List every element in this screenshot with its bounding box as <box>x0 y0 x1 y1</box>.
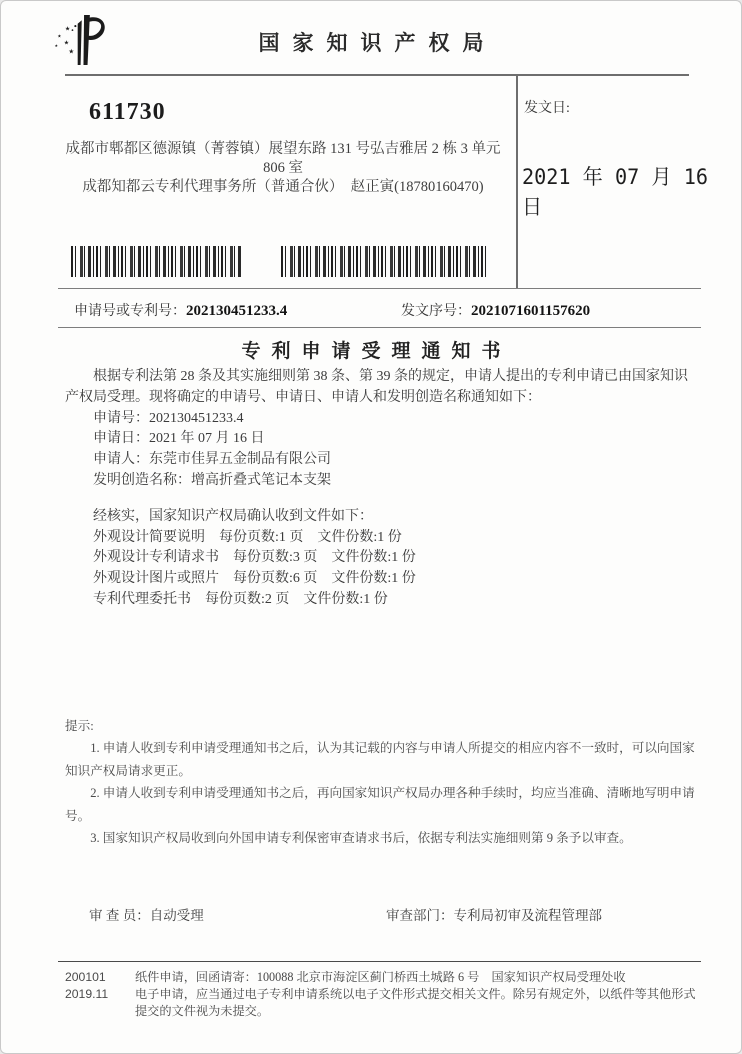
notice-body <box>65 367 701 611</box>
footer-line-paper: 纸件申请，回函请寄：100088 北京市海淀区蓟门桥西土城路 6 号 国家知识产权局受理处收 <box>135 970 626 984</box>
footer-codes <box>65 969 129 1003</box>
footer-code-2: 2019.11 <box>65 987 109 1001</box>
application-no-value: 202130451233.4 <box>186 303 288 319</box>
document-item: 外观设计专利请求书 每份页数:3 页 文件份数:1 份 <box>93 550 416 566</box>
department-label: 审查部门： <box>386 908 454 923</box>
serial-no-label: 发文序号： <box>401 304 471 319</box>
field-application-date: 申请日：2021 年 07 月 16 日 <box>93 431 265 447</box>
tip-item: 2. 申请人收到专利申请受理通知书之后，再向国家知识产权局办理各种手续时，均应当准确、清晰地写明申请号。 <box>65 786 695 823</box>
footer-line-electronic: 电子申请，应当通过电子专利申请系统以电子文件形式提交相关文件。除另有规定外，以纸件等其他形式提交的文件视为未提交。 <box>135 987 696 1018</box>
svg-text:★: ★ <box>54 42 59 48</box>
tip-item: 1. 申请人收到专利申请受理通知书之后，认为其记载的内容与申请人所提交的相应内容不一致时，可以向国家知识产权局请求更正。 <box>65 741 695 778</box>
confirm-intro: 经核实，国家知识产权局确认收到文件如下： <box>93 508 373 524</box>
numbers-row <box>74 300 701 320</box>
svg-text:★: ★ <box>63 40 69 47</box>
examiner-value: 自动受理 <box>149 908 204 923</box>
footer-divider <box>58 961 701 962</box>
notice-title: 专利申请受理通知书 <box>241 341 512 362</box>
department-value: 专利局初审及流程管理部 <box>453 908 602 923</box>
send-date-label: 发文日: <box>524 101 570 116</box>
tips-section <box>65 715 697 849</box>
agency-title: 国家知识产权局 <box>258 32 497 55</box>
footer-text <box>135 969 707 1020</box>
recipient-address-line2: 806 室 <box>263 160 303 176</box>
recipient-agency-line: 成都知都云专利代理事务所（普通合伙） 赵正寅(18780160470) <box>82 179 484 195</box>
header-divider <box>65 74 689 76</box>
tips-label: 提示: <box>65 719 94 733</box>
send-date-value: 2021 年 07 月 16 日 <box>522 165 708 219</box>
application-no-label: 申请号或专利号： <box>74 304 186 319</box>
divider-below-numbers <box>58 327 701 328</box>
barcode-left <box>71 246 241 277</box>
field-application-no: 申请号：202130451233.4 <box>93 410 244 426</box>
serial-no-value: 2021071601157620 <box>471 303 591 319</box>
barcode-right <box>281 246 487 277</box>
recipient-address-line1: 成都市郫都区德源镇（菁蓉镇）展望东路 131 号弘吉雅居 2 栋 3 单元 <box>65 141 501 157</box>
notice-paragraph: 根据专利法第 28 条及其实施细则第 38 条、第 39 条的规定，申请人提出的专利申请已由国家知识产权局受理。现将确定的申请号、申请日、申请人和发明创造名称通知如下： <box>65 369 688 405</box>
document-item: 外观设计图片或照片 每份页数:6 页 文件份数:1 份 <box>93 571 416 587</box>
document-item: 专利代理委托书 每份页数:2 页 文件份数:1 份 <box>93 591 388 607</box>
tip-item: 3. 国家知识产权局收到向外国申请专利保密审查请求书后，依据专利法实施细则第 9 条予以审查。 <box>90 831 632 846</box>
field-applicant: 申请人：东莞市佳昇五金制品有限公司 <box>93 452 331 468</box>
examiner-label: 审 查 员： <box>89 908 150 923</box>
vertical-divider <box>516 75 518 288</box>
svg-text:★: ★ <box>64 26 71 33</box>
footer-code-1: 200101 <box>65 970 106 984</box>
field-invention-name: 发明创造名称：增高折叠式笔记本支架 <box>93 472 331 488</box>
svg-text:★: ★ <box>68 48 75 56</box>
postal-code: 611730 <box>89 99 166 125</box>
document-item: 外观设计简要说明 每份页数:1 页 文件份数:1 份 <box>93 529 402 545</box>
divider-above-numbers <box>58 288 701 289</box>
svg-text:★: ★ <box>57 34 62 40</box>
